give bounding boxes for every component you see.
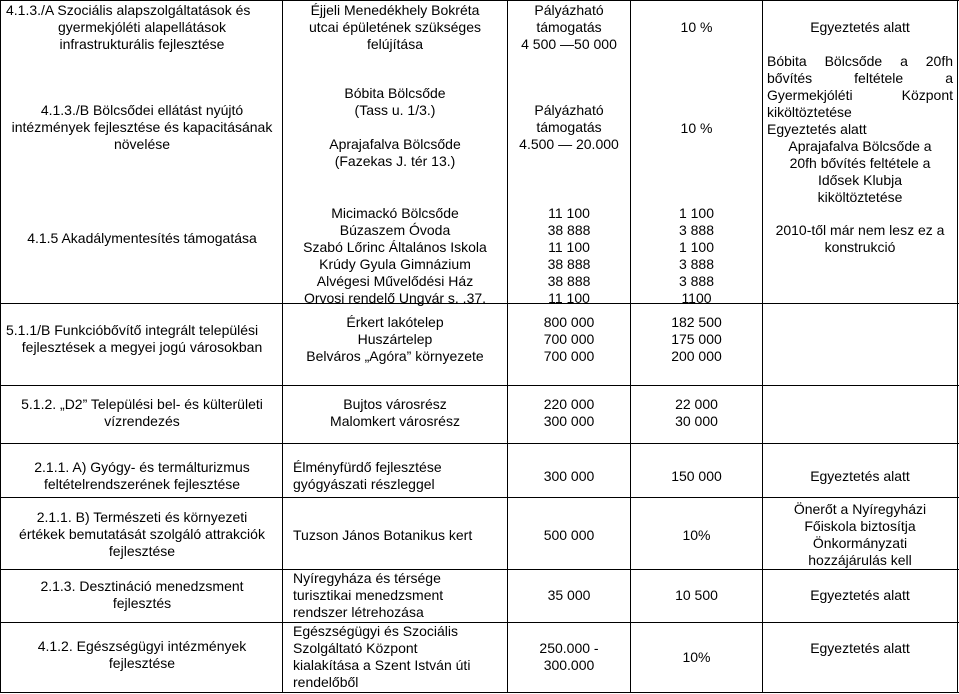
amount-cell: 35 000	[547, 587, 591, 603]
program-cell	[2, 509, 282, 560]
share-line: 1 100	[678, 205, 715, 221]
amount-line: Pályázható	[534, 2, 604, 18]
table-border-top	[0, 0, 959, 1]
project-line: Egészségügyi és Szociális	[293, 623, 458, 639]
project-line: rendelőből	[293, 674, 359, 690]
amount-line: Pályázható	[534, 102, 604, 118]
amount-cell: 500 000	[543, 527, 595, 543]
project-line: Malomkert városrész	[330, 413, 460, 429]
program-line: növelése	[113, 136, 171, 152]
row-divider	[0, 497, 959, 498]
project-line: Nyíregyháza és térsége	[293, 570, 441, 586]
status-cell: Egyeztetés alatt	[810, 19, 910, 35]
status-cell: Egyeztetés alatt	[810, 587, 910, 603]
status-cell: Egyeztetés alatt	[810, 640, 910, 656]
amount-line: támogatás	[536, 19, 602, 35]
program-cell	[2, 396, 282, 430]
project-line: Élményfürdő fejlesztése	[293, 459, 442, 475]
project-line: Éjjeli Menedékhely Bokréta	[310, 2, 480, 18]
project-line: Alvégesi Művelődési Ház	[316, 273, 474, 289]
project-line: (Tass u. 1/3.)	[354, 102, 436, 118]
amount-line: 38 888	[547, 256, 591, 272]
project-line: turisztikai menedzsment	[293, 587, 444, 603]
project-line: Szolgáltató Központ	[293, 640, 418, 656]
status-line: konstrukció	[824, 239, 896, 255]
status-cell	[763, 53, 957, 206]
project-line: Szabó Lőrinc Általános Iskola	[303, 239, 487, 255]
program-line: 4.1.3./B Bölcsődei ellátást nyújtó	[40, 102, 244, 118]
share-cell: 10%	[682, 527, 711, 543]
project-line: rendszer létrehozása	[293, 604, 424, 620]
share-line: 1100	[681, 290, 712, 306]
share-cell: 150 000	[671, 468, 722, 484]
program-line: fejlesztések a megyei jogú városokban	[21, 339, 263, 355]
amount-line: 700 000	[543, 331, 595, 347]
project-cell	[283, 85, 507, 170]
amount-line: 38 888	[547, 222, 591, 238]
amount-line: 11 100	[548, 290, 590, 306]
project-line: Érkert lakótelep	[346, 314, 444, 330]
amount-line: 11 100	[548, 239, 590, 255]
amount-cell	[508, 205, 630, 307]
project-line: felújítása	[366, 36, 424, 52]
program-cell	[2, 2, 282, 53]
program-cell	[2, 102, 282, 153]
program-cell	[2, 322, 282, 356]
program-line: 5.1.2. „D2” Települési bel- és külterületi	[21, 396, 263, 412]
col-divider	[957, 0, 958, 693]
project-line: (Fazekas J. tér 13.)	[334, 153, 456, 169]
project-line: utcai épületének szükséges	[309, 19, 481, 35]
program-line: fejlesztése	[108, 655, 176, 671]
project-line: Belváros „Agóra” környezete	[306, 348, 484, 364]
status-line: 20fh bővítés feltétele a	[789, 155, 931, 171]
amount-line: 700 000	[543, 348, 595, 364]
program-cell	[2, 230, 282, 247]
status-line: Önerőt a Nyíregyházi	[793, 501, 927, 517]
status-line: hozzájárulás kell	[808, 552, 912, 568]
row-divider	[0, 443, 959, 444]
project-line: kialakítása a Szent István úti	[293, 657, 471, 673]
project-line: Bóbita Bölcsőde	[344, 85, 446, 101]
project-line: Orvosi rendelő Ungvár s. .37.	[303, 290, 487, 306]
program-line: vízrendezés	[104, 413, 180, 429]
share-line: 1 100	[678, 239, 715, 255]
program-line: intézmények fejlesztése és kapacitásának	[11, 119, 273, 135]
amount-cell	[508, 2, 630, 53]
row-divider	[0, 385, 959, 386]
amount-line: 800 000	[543, 314, 595, 330]
amount-line: 250.000 -	[539, 640, 599, 656]
project-cell	[283, 205, 507, 307]
share-line: 3 888	[678, 222, 715, 238]
share-cell	[631, 396, 762, 430]
status-line: Bóbita Bölcsőde a 20fh	[767, 53, 953, 69]
share-line: 3 888	[678, 273, 715, 289]
amount-line: 220 000	[543, 396, 595, 412]
project-cell	[289, 623, 507, 691]
status-cell	[763, 501, 957, 569]
project-line: Búzaszem Óvoda	[339, 222, 451, 238]
share-cell	[631, 314, 762, 365]
program-line: 2.1.1. B) Természeti és környezeti	[36, 509, 248, 525]
amount-line: 300.000	[543, 657, 595, 673]
amount-line: 300 000	[543, 413, 595, 429]
program-line: 2.1.1. A) Gyógy- és termálturizmus	[34, 459, 250, 475]
program-line: 4.1.2. Egészségügyi intézmények	[37, 638, 247, 654]
project-cell	[283, 2, 507, 53]
project-line: Krúdy Gyula Gimnázium	[319, 256, 471, 272]
status-line: kiköltöztetése	[767, 104, 852, 120]
status-line: Önkormányzati	[812, 535, 908, 551]
share-cell: 10 %	[680, 19, 713, 35]
program-line: 5.1.1/B Funkcióbővítő integrált települési	[6, 322, 259, 338]
spacer	[287, 119, 503, 136]
status-cell	[763, 222, 957, 256]
program-cell	[2, 578, 282, 612]
table-border-bottom	[0, 692, 959, 693]
program-line: fejlesztés	[112, 595, 172, 611]
amount-line: 4.500 — 20.000	[519, 136, 619, 152]
amount-line: 11 100	[548, 205, 590, 221]
project-line: Huszártelep	[357, 331, 433, 347]
program-line: gyermekjóléti alapellátások	[57, 19, 227, 35]
share-line: 22 000	[675, 396, 718, 412]
project-cell: Tuzson János Botanikus kert	[293, 527, 473, 543]
project-line: gyógyászati részleggel	[293, 476, 435, 492]
status-line: 2010-től már nem lesz ez a	[775, 222, 945, 238]
status-line: Idősek Klubja	[817, 172, 903, 188]
amount-line: 38 888	[547, 273, 591, 289]
share-line: 3 888	[678, 256, 715, 272]
share-line: 30 000	[675, 413, 718, 429]
col-divider	[0, 0, 1, 693]
status-line: Egyeztetés alatt	[767, 121, 867, 137]
program-line: infrastrukturális fejlesztése	[59, 36, 225, 52]
status-line: kiköltöztetése	[817, 189, 903, 205]
amount-line: támogatás	[536, 119, 602, 135]
program-cell	[2, 638, 282, 672]
status-line: bővítés feltétele a	[767, 70, 953, 86]
program-line: feltételrendszerének fejlesztése	[43, 476, 241, 492]
project-line: Micimackó Bölcsőde	[331, 205, 459, 221]
amount-cell	[508, 102, 630, 153]
program-line: 4.1.3./A Szociális alapszolgáltatások és	[6, 2, 251, 18]
program-line: fejlesztése	[108, 543, 176, 559]
share-line: 200 000	[671, 348, 722, 364]
status-line: Aprajafalva Bölcsőde a	[788, 138, 932, 154]
share-cell: 10%	[682, 649, 711, 665]
share-cell	[631, 205, 762, 307]
amount-cell: 300 000	[543, 468, 595, 484]
project-cell	[283, 396, 507, 430]
program-line: 2.1.3. Desztináció menedzsment	[40, 578, 244, 594]
amount-cell	[508, 314, 630, 365]
amount-cell	[508, 396, 630, 430]
amount-line: 4 500 —50 000	[521, 36, 617, 52]
project-cell	[289, 570, 507, 621]
status-line: Főiskola biztosítja	[804, 518, 916, 534]
share-cell: 10 500	[675, 587, 718, 603]
project-cell	[289, 459, 507, 493]
share-line: 175 000	[671, 331, 722, 347]
project-cell	[283, 314, 507, 365]
project-line: Bujtos városrész	[343, 396, 447, 412]
program-line: értékek bemutatását szolgáló attrakciók	[19, 526, 265, 542]
share-line: 182 500	[671, 314, 722, 330]
share-cell: 10 %	[680, 120, 713, 136]
status-cell: Egyeztetés alatt	[810, 468, 910, 484]
project-line: Aprajafalva Bölcsőde	[329, 136, 461, 152]
program-line: 4.1.5 Akadálymentesítés támogatása	[27, 230, 257, 246]
program-cell	[2, 459, 282, 493]
amount-cell	[508, 640, 630, 674]
status-line: Gyermekjóléti Központ	[767, 87, 953, 103]
